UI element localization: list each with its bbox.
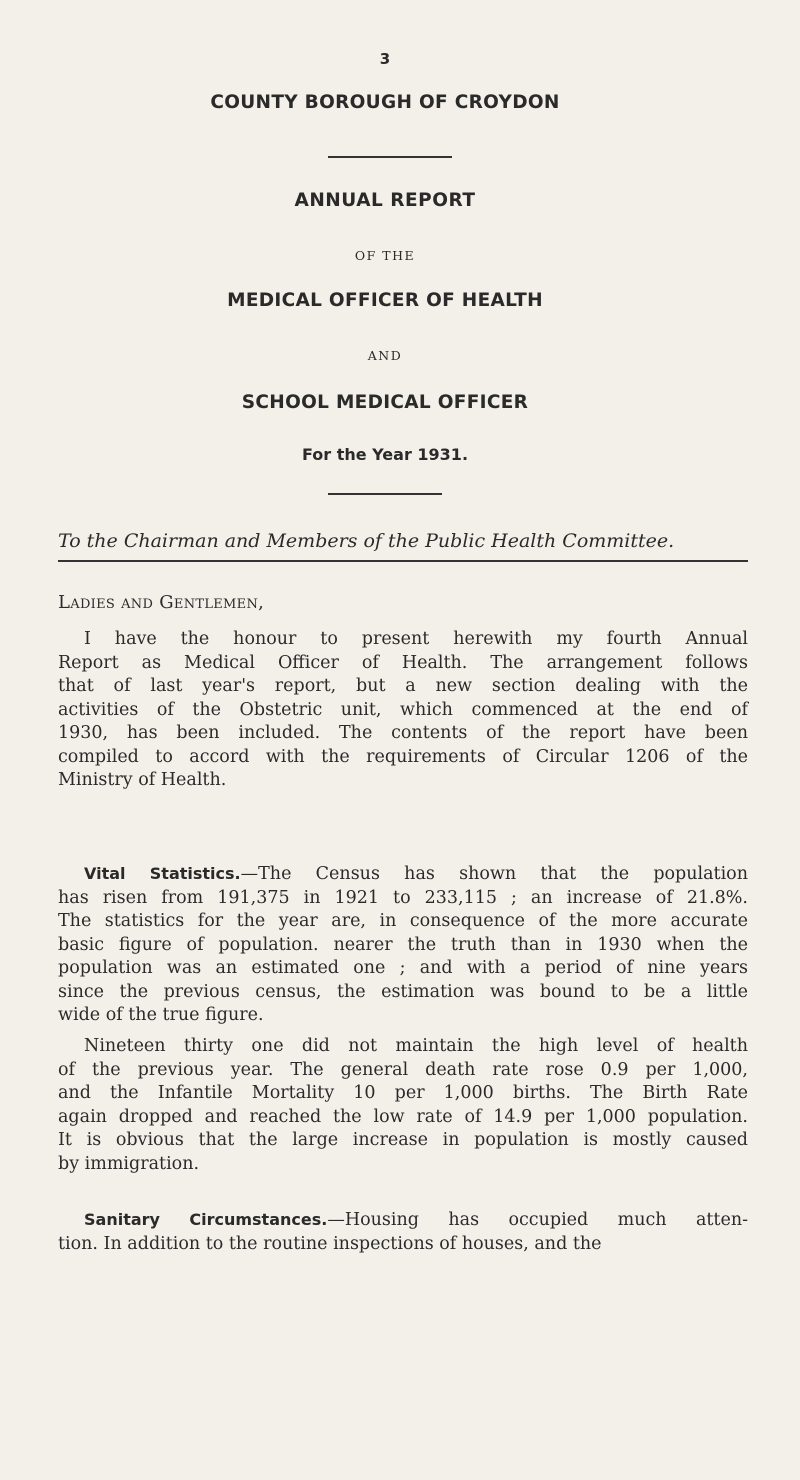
school-medical-officer-heading: SCHOOL MEDICAL OFFICER — [241, 392, 529, 413]
page-number: 3 — [379, 50, 391, 68]
year-divider — [328, 493, 442, 495]
paragraph-line: and the Infantile Mortality 10 per 1,000 births. The Birth Rate — [58, 1083, 748, 1103]
addressee-underline — [58, 560, 748, 562]
intro-paragraph — [58, 628, 748, 793]
paragraph-text: —Housing has occupied much atten- — [327, 1210, 749, 1230]
paragraph-line: tion. In addition to the routine inspections of houses, and the — [58, 1233, 602, 1254]
paragraph-line: that of last year's report, but a new section dealing with the — [58, 676, 748, 696]
vital-statistics-heading: Vital Statistics. — [84, 864, 241, 883]
medical-officer-heading: MEDICAL OFFICER OF HEALTH — [227, 290, 543, 311]
and-text: AND — [367, 348, 403, 363]
paragraph-text: —The Census has shown that the population — [240, 864, 748, 884]
of-the-text: OF THE — [354, 248, 416, 263]
paragraph-line: I have the honour to present herewith my fourth Annual — [84, 629, 748, 649]
paragraph-line: The statistics for the year are, in consequence of the more accurate — [58, 911, 748, 931]
sanitary-paragraph — [58, 1208, 748, 1256]
paragraph-line: wide of the true figure. — [58, 1005, 264, 1025]
paragraph-line: Ministry of Health. — [58, 770, 227, 790]
paragraph-line: since the previous census, the estimation was bound to be a little — [58, 981, 748, 1002]
paragraph-line: of the previous year. The general death rate rose 0.9 per 1,000, — [58, 1059, 748, 1080]
paragraph-line: activities of the Obstetric unit, which commenced at the end of — [58, 699, 748, 720]
addressee-line: To the Chairman and Members of the Public Health Committee. — [58, 530, 675, 552]
county-heading: COUNTY BOROUGH OF CROYDON — [210, 92, 560, 113]
vital-statistics-paragraph — [58, 862, 748, 1028]
paragraph-line: again dropped and reached the low rate of 14.9 per 1,000 population. — [58, 1106, 748, 1127]
annual-report-heading: ANNUAL REPORT — [294, 190, 476, 211]
paragraph-line: It is obvious that the large increase in population is mostly caused — [58, 1130, 748, 1150]
paragraph-line: has risen from 191,375 in 1921 to 233,115 ; an increase of 21.8%. — [58, 887, 748, 908]
paragraph-line: by immigration. — [58, 1153, 200, 1174]
paragraph-line: Report as Medical Officer of Health. The arrangement follows — [58, 652, 748, 673]
paragraph-line — [58, 862, 748, 887]
sanitary-heading: Sanitary Circumstances. — [84, 1210, 328, 1229]
paragraph-line: population was an estimated one ; and with a period of nine years — [58, 958, 748, 978]
paragraph-line — [58, 1208, 748, 1233]
health-paragraph — [58, 1035, 748, 1176]
paragraph-line: 1930, has been included. The contents of the report have been — [58, 723, 748, 743]
salutation: Ladies and Gentlemen, — [58, 592, 265, 613]
report-year: For the Year 1931. — [301, 445, 469, 464]
paragraph-line: Nineteen thirty one did not maintain the high level of health — [84, 1036, 748, 1056]
paragraph-line: compiled to accord with the requirements of Circular 1206 of the — [58, 746, 748, 767]
paragraph-line: basic figure of population. nearer the truth than in 1930 when the — [58, 934, 748, 955]
heading-divider — [328, 156, 452, 158]
